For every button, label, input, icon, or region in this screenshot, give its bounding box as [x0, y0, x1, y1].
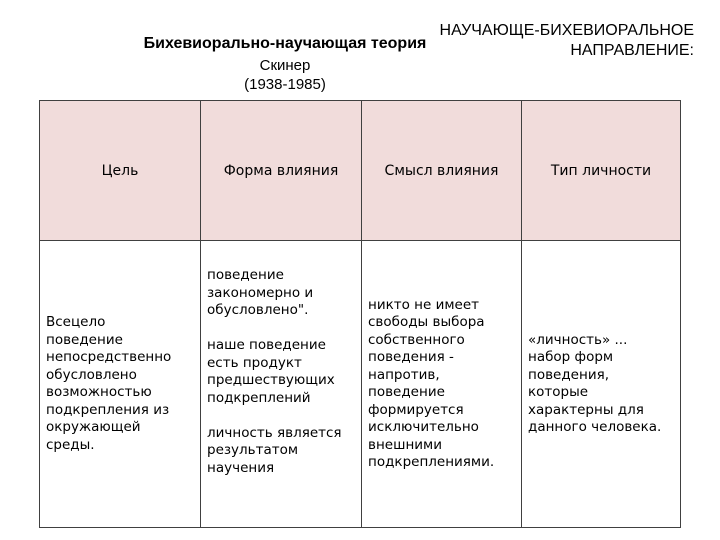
theory-years: (1938-1985) [244, 76, 326, 93]
theory-author: Скинер [259, 57, 311, 74]
goal-text: Всецело поведение непосредственно обусловлено возможностью подкрепления из окружающей среды. [46, 314, 172, 453]
theory-table [39, 100, 681, 528]
influence-form-paragraph-1: поведение закономерно и обусловлено". [207, 267, 314, 318]
theory-author-years [185, 56, 385, 94]
table-row [40, 241, 681, 528]
theory-title: Бихевиорально-научающая теория [143, 35, 427, 52]
table-header-row [40, 101, 681, 241]
cell-goal [40, 241, 201, 528]
header-personality-type: Тип личности [522, 101, 681, 241]
cell-influence-meaning [362, 241, 522, 528]
influence-form-paragraph-3: личность является результатом научения [207, 424, 342, 476]
influence-form-paragraph-2: наше поведение есть продукт предшествующих подкреплений [207, 337, 335, 406]
header-influence-form: Форма влияния [201, 101, 362, 241]
header-influence-meaning: Смысл влияния [362, 101, 522, 241]
direction-line-1: НАУЧАЮЩЕ-БИХЕВИОРАЛЬНОЕ [439, 22, 694, 39]
cell-influence-form [201, 241, 362, 528]
influence-meaning-text: никто не имеет свободы выбора собственного поведения - напротив, поведение формируется исключительно внешними подкреплениями. [368, 296, 495, 470]
cell-personality-type [522, 241, 681, 528]
direction-line-2: НАПРАВЛЕНИЕ: [570, 42, 694, 59]
direction-heading [364, 21, 694, 61]
personality-type-text: «личность» ... набор форм поведения, которые характерны для данного человека. [528, 331, 662, 435]
header-goal: Цель [40, 101, 201, 241]
